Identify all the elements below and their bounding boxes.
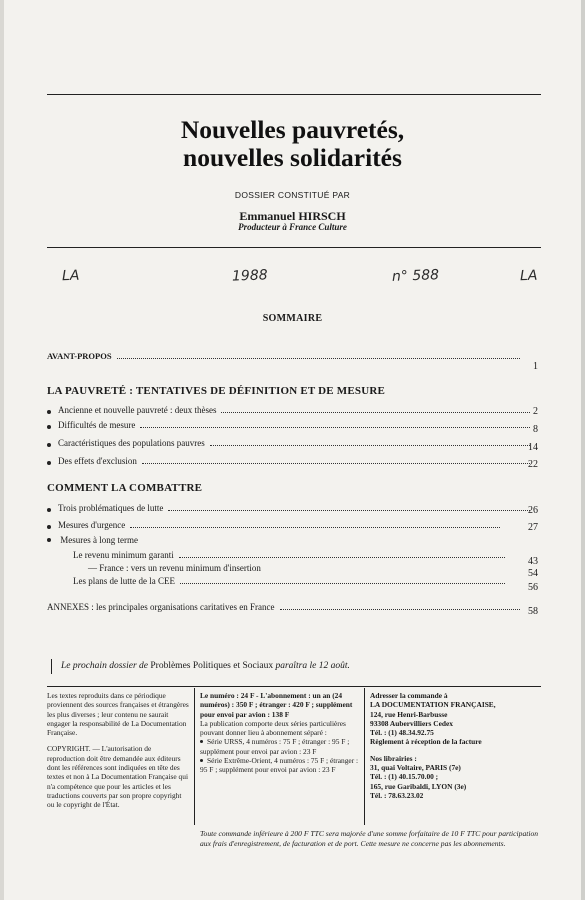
toc-label: — France : vers un revenu minimum d'insertion bbox=[88, 563, 261, 573]
toc-label: AVANT-PROPOS bbox=[47, 351, 112, 361]
dot-leader bbox=[140, 427, 530, 428]
toc-annexes[interactable] bbox=[47, 602, 525, 612]
toc-item[interactable] bbox=[47, 438, 535, 448]
toc-label: Mesures à long terme bbox=[60, 535, 138, 545]
title-line-1: Nouvelles pauvretés, bbox=[180, 115, 405, 144]
toc-label: Mesures d'urgence bbox=[58, 520, 126, 530]
booksellers-label: Nos librairies : bbox=[370, 753, 417, 763]
toc-item[interactable] bbox=[47, 503, 535, 513]
next-dossier-note bbox=[61, 661, 350, 671]
series-urss: Série URSS, 4 numéros : 75 F ; étranger : 95 F ; supplément pour envoi par avion : 23 F bbox=[200, 737, 350, 756]
toc-label: Ancienne et nouvelle pauvreté : deux thèses bbox=[58, 405, 217, 415]
bullet-icon bbox=[47, 443, 51, 447]
shop-lyon-tel: Tél. : 78.63.23.02 bbox=[370, 790, 424, 800]
toc-item[interactable] bbox=[47, 520, 505, 530]
order-street: 124, rue Henri-Barbusse bbox=[370, 709, 448, 719]
toc-page-number: 14 bbox=[528, 442, 538, 453]
toc-page-number: 56 bbox=[528, 582, 538, 593]
bullet-icon bbox=[47, 525, 51, 529]
toc-label: ANNEXES : les principales organisations caritatives en France bbox=[47, 602, 275, 612]
bullet-icon bbox=[200, 740, 203, 743]
note-part-3: paraîtra le 12 août. bbox=[275, 661, 350, 671]
order-city: 93308 Aubervilliers Cedex bbox=[370, 718, 453, 728]
toc-avant-propos[interactable] bbox=[47, 351, 525, 361]
order-tel: Tél. : (1) 48.34.92.75 bbox=[370, 728, 434, 738]
shop-lyon: 165, rue Garibaldi, LYON (3e) bbox=[370, 781, 467, 791]
toc-page-number: 8 bbox=[533, 424, 538, 435]
toc-label: Des effets d'exclusion bbox=[58, 456, 137, 466]
handwritten-note-1: LA bbox=[61, 267, 80, 285]
dossier-label: DOSSIER CONSTITUÉ PAR bbox=[234, 190, 351, 200]
footer-order-column bbox=[370, 691, 540, 800]
dot-leader bbox=[130, 527, 500, 528]
toc-page-number: 54 bbox=[528, 568, 538, 579]
toc-sub-item[interactable] bbox=[88, 563, 261, 573]
section-heading-pauvrete: LA PAUVRETÉ : TENTATIVES DE DÉFINITION ET DE MESURE bbox=[47, 385, 386, 397]
shop-paris-tel: Tél. : (1) 40.15.70.00 ; bbox=[370, 772, 439, 782]
footer-legal-column bbox=[47, 691, 189, 810]
order-label: Adresser la commande à bbox=[370, 691, 448, 700]
price-info: Le numéro : 24 F - L'abonnement : un an (24 numéros) : 350 F ; étranger : 420 F ; supplément pour envoi par avion : 138 F bbox=[200, 691, 353, 719]
series-intro: La publication comporte deux séries particulières pouvant donner lieu à abonnement séparé : bbox=[200, 718, 346, 738]
copyright-notice: COPYRIGHT. — L'autorisation de reproduction doit être demandée aux éditeurs dont les références sont indiquées en tête des textes et non à La Documentation Française qui n'a compétence que pour les articles et les traductions couverts par son propre copyright ou le copyright de l'État. bbox=[47, 744, 188, 810]
author-name: Emmanuel HIRSCH bbox=[239, 209, 346, 223]
toc-page-number: 58 bbox=[528, 606, 538, 617]
dot-leader bbox=[221, 412, 530, 413]
bullet-icon bbox=[200, 759, 203, 762]
toc-page-number: 1 bbox=[533, 361, 538, 372]
order-payment: Règlement à réception de la facture bbox=[370, 737, 482, 747]
bullet-icon bbox=[47, 461, 51, 465]
toc-sub-item[interactable] bbox=[73, 550, 510, 560]
dot-leader bbox=[168, 510, 530, 511]
toc-label: Le revenu minimum garanti bbox=[73, 550, 174, 560]
toc-sub-item[interactable] bbox=[73, 576, 510, 586]
bullet-icon bbox=[47, 410, 51, 414]
toc-page-number: 22 bbox=[528, 459, 538, 470]
dot-leader bbox=[179, 557, 505, 558]
top-rule bbox=[47, 94, 541, 95]
dot-leader bbox=[180, 583, 505, 584]
toc-page-number: 26 bbox=[528, 505, 538, 516]
dot-leader bbox=[117, 358, 520, 359]
author-role: Producteur à France Culture bbox=[238, 222, 347, 232]
toc-item-long-term[interactable] bbox=[47, 535, 138, 545]
toc-item[interactable] bbox=[47, 405, 535, 415]
shop-paris: 31, quai Voltaire, PARIS (7e) bbox=[370, 763, 461, 773]
footer-subscription-column bbox=[200, 691, 360, 775]
handwritten-note-2: 1988 bbox=[231, 267, 268, 285]
toc-label: Trois problématiques de lutte bbox=[58, 503, 164, 513]
note-part-2: Problèmes Politiques et Sociaux bbox=[150, 661, 274, 671]
dot-leader bbox=[142, 463, 530, 464]
order-notice: Toute commande inférieure à 200 F TTC sera majorée d'une somme forfaitaire de 10 F TTC pour participation aux frais d'enregistrement, de facturation et de port. Cette mesure ne concerne pas les abonnements. bbox=[200, 829, 539, 848]
toc-page-number: 43 bbox=[528, 556, 538, 567]
bullet-icon bbox=[47, 425, 51, 429]
bullet-icon bbox=[47, 538, 51, 542]
toc-item[interactable] bbox=[47, 420, 535, 430]
toc-label: Les plans de lutte de la CEE bbox=[73, 576, 175, 586]
sommaire-heading: SOMMAIRE bbox=[262, 313, 323, 324]
title-line-2: nouvelles solidarités bbox=[183, 143, 402, 172]
section-heading-combattre: COMMENT LA COMBATTRE bbox=[47, 482, 203, 494]
footer-divider-right bbox=[364, 688, 365, 825]
footer-divider-left bbox=[194, 688, 195, 825]
note-part-1: Le prochain dossier de bbox=[61, 661, 148, 671]
toc-page-number: 27 bbox=[528, 522, 538, 533]
toc-item[interactable] bbox=[47, 456, 535, 466]
footer-rule bbox=[47, 686, 541, 687]
legal-disclaimer: Les textes reproduits dans ce périodique proviennent des sources françaises et étrangères les plus diverses ; leur contenu ne saurait engager la responsabilité de La Documentation Française. bbox=[47, 691, 189, 738]
toc-label: Caractéristiques des populations pauvres bbox=[58, 438, 205, 448]
dot-leader bbox=[280, 609, 520, 610]
document-title bbox=[0, 116, 585, 172]
toc-page-number: 2 bbox=[533, 406, 538, 417]
series-extreme-orient: Série Extrême-Orient, 4 numéros : 75 F ; étranger : 95 F ; supplément pour envoi par avion : 23 F bbox=[200, 756, 359, 775]
bullet-icon bbox=[47, 508, 51, 512]
order-org: LA DOCUMENTATION FRANÇAISE, bbox=[370, 700, 496, 710]
dot-leader bbox=[210, 445, 530, 446]
header-rule bbox=[47, 247, 541, 248]
note-bar bbox=[51, 659, 52, 674]
toc-label: Difficultés de mesure bbox=[58, 420, 136, 430]
handwritten-note-3: n° 588 bbox=[391, 267, 440, 285]
handwritten-note-4: LA bbox=[519, 267, 538, 285]
